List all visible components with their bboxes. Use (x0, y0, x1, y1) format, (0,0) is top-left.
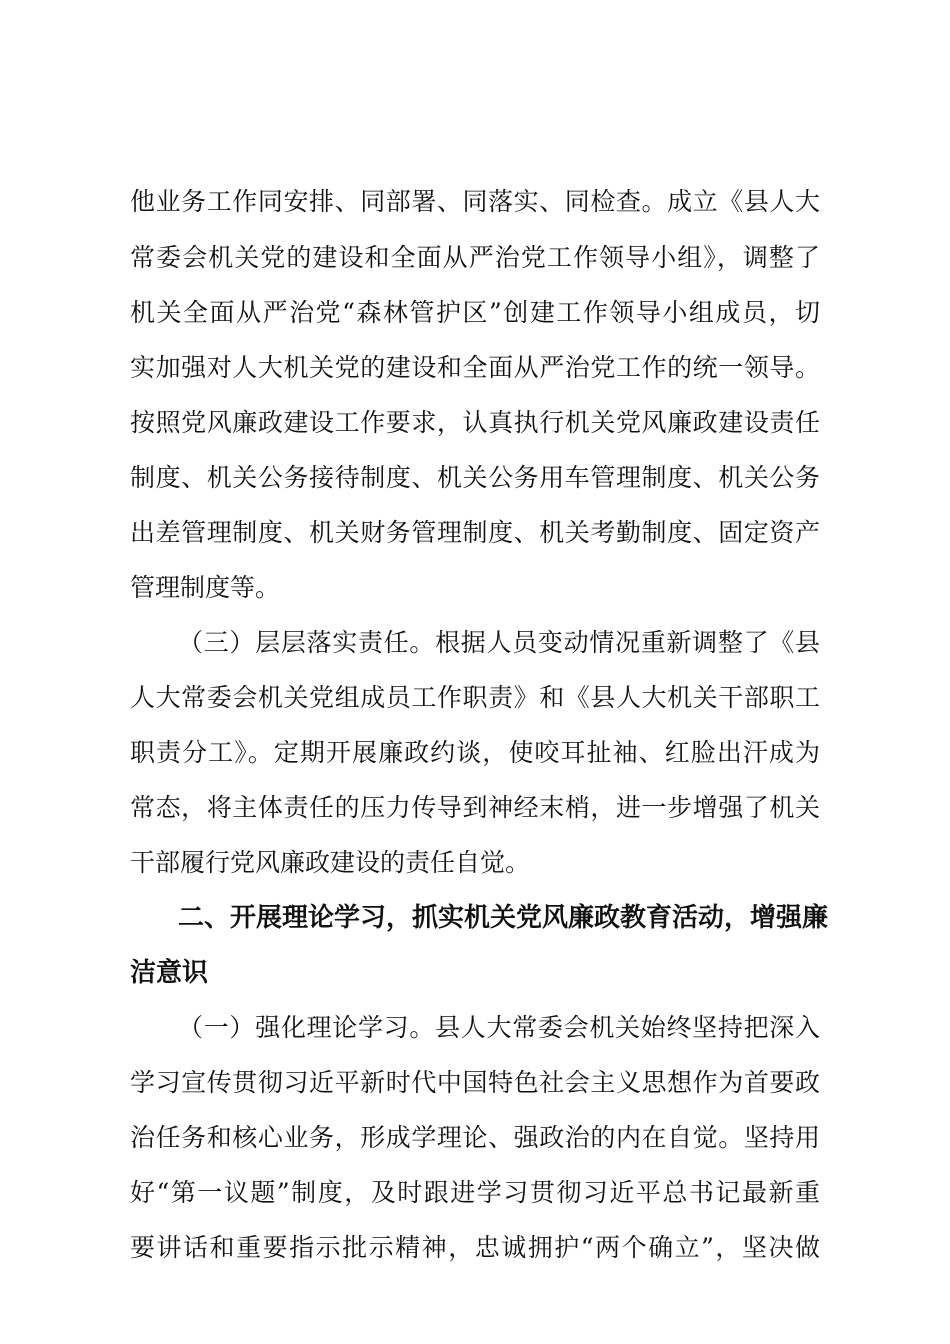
text-line: 管理制度等。 (130, 573, 281, 602)
text-line: 人大常委会机关党组成员工作职责》和《县人大机关干部职工 (130, 683, 820, 712)
text-line: 实加强对人大机关党的建设和全面从严治党工作的统一领导。 (130, 353, 820, 382)
text-line: 出差管理制度、机关财务管理制度、机关考勤制度、固定资产 (130, 518, 820, 547)
text-line: 治任务和核心业务，形成学理论、强政治的内在自觉。坚持用 (130, 1123, 820, 1152)
section-3-first-line: （三）层层落实责任。根据人员变动情况重新调整了《县 (178, 628, 820, 657)
text-line: 制度、机关公务接待制度、机关公务用车管理制度、机关公务 (130, 463, 820, 492)
text-line: 职责分工》。定期开展廉政约谈，使咬耳扯袖、红脸出汗成为 (130, 738, 820, 767)
text-line: 好“第一议题”制度，及时跟进学习贯彻习近平总书记最新重 (130, 1178, 820, 1207)
text-line: 常态，将主体责任的压力传导到神经末梢，进一步增强了机关 (130, 793, 820, 822)
text-line: 常委会机关党的建设和全面从严治党工作领导小组》，调整了 (130, 243, 820, 272)
text-line: 学习宣传贯彻习近平新时代中国特色社会主义思想作为首要政 (130, 1068, 820, 1097)
text-line: 按照党风廉政建设工作要求，认真执行机关党风廉政建设责任 (130, 408, 820, 437)
text-line: 干部履行党风廉政建设的责任自觉。 (130, 848, 531, 877)
text-line: 机关全面从严治党“森林管护区”创建工作领导小组成员，切 (130, 298, 820, 327)
text-line: 要讲话和重要指示批示精神，忠诚拥护“两个确立”，坚决做 (130, 1233, 820, 1262)
text-line: 他业务工作同安排、同部署、同落实、同检查。成立《县人大 (130, 187, 820, 216)
section-heading-continued: 洁意识 (130, 958, 209, 988)
subsection-1-first-line: （一）强化理论学习。县人大常委会机关始终坚持把深入 (178, 1013, 820, 1042)
section-heading: 二、开展理论学习，抓实机关党风廉政教育活动，增强廉 (178, 903, 829, 933)
